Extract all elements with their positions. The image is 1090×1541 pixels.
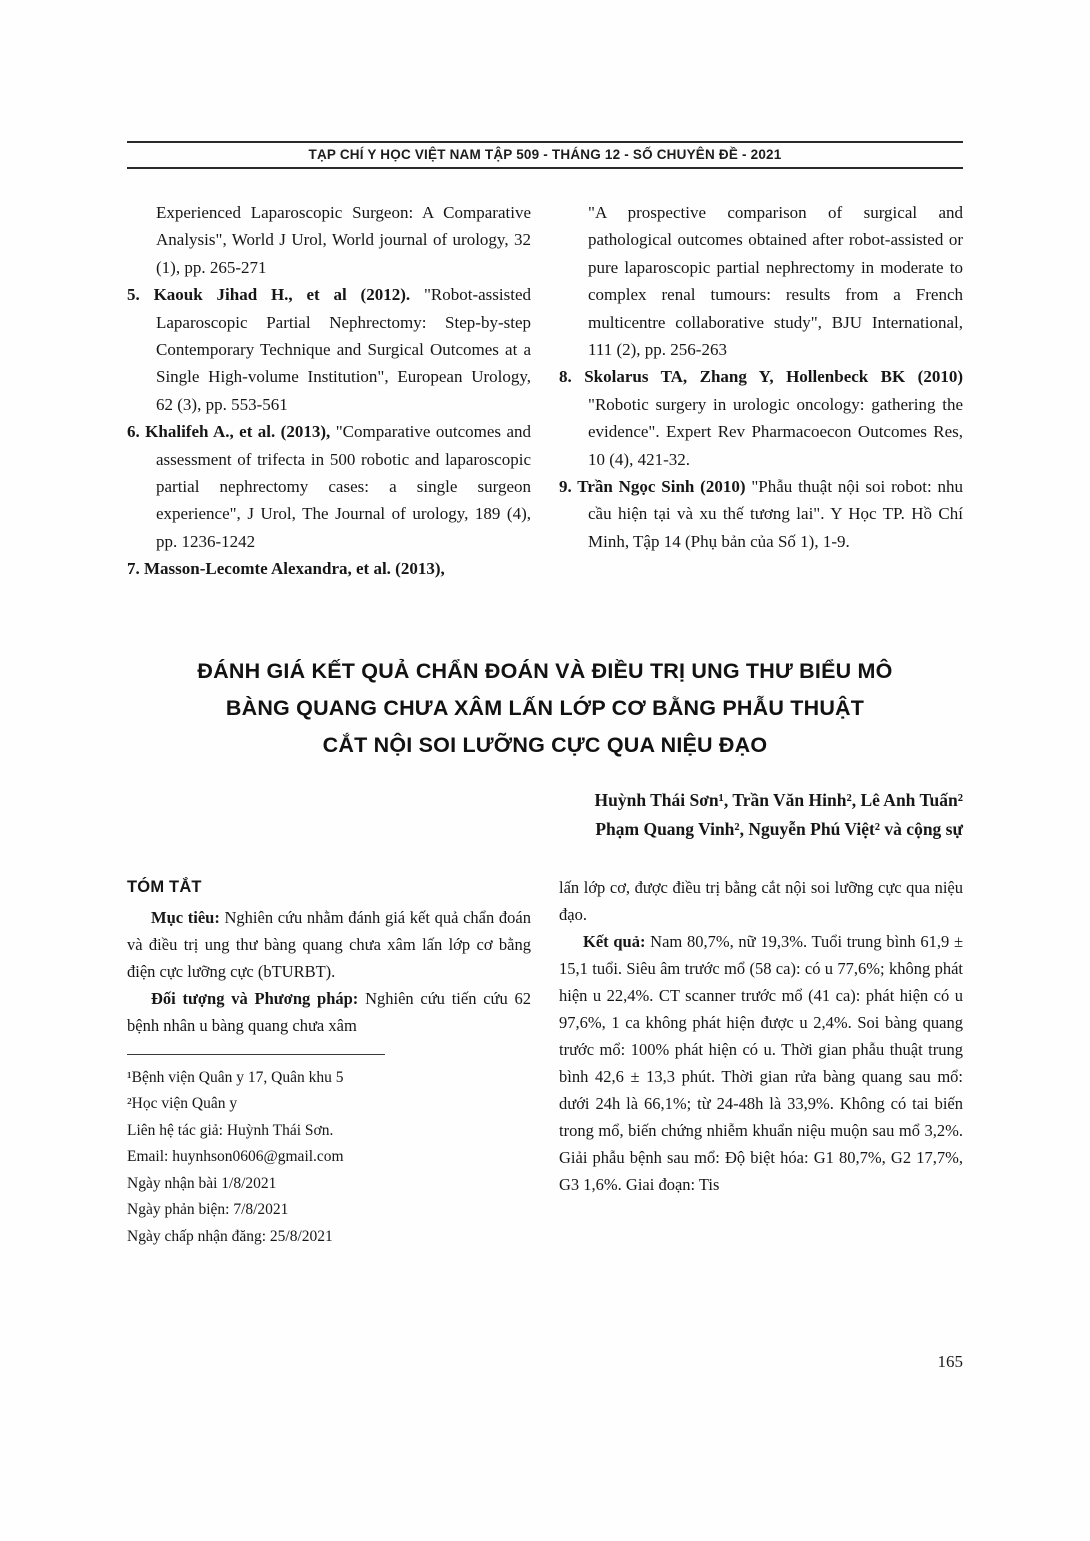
paragraph-lead-label: Kết quả:	[583, 931, 646, 951]
paragraph-text: lấn lớp cơ, được điều trị bằng cắt nội soi lưỡng cực qua niệu đạo.	[559, 877, 963, 924]
reference-text: "Comparative outcomes and assessment of trifecta in 500 robotic and laparoscopic partial nephrectomy cases: a single surgeon experience", J Urol, The Journal of urology, 189 (4), pp. 1236-1242	[156, 422, 531, 551]
paragraph-text: Nghiên cứu nhằm đánh giá kết quả chẩn đoán và điều trị ung thư bàng quang chưa xâm lấn lớp cơ bằng điện cực lưỡng cực (bTURBT).	[127, 907, 531, 981]
author-line: Huỳnh Thái Sơn¹, Trần Văn Hinh², Lê Anh Tuấn²	[594, 789, 963, 810]
footnote-email: Email: huynhson0606@gmail.com	[127, 1148, 344, 1166]
footnote-affiliation-1: ¹Bệnh viện Quân y 17, Quân khu 5	[127, 1068, 344, 1086]
reference-item-8	[559, 363, 963, 473]
reference-author: 6. Khalifeh A., et al. (2013),	[127, 422, 331, 442]
page-number: 165	[937, 1352, 963, 1371]
reference-item-9	[559, 473, 963, 555]
journal-header: TẠP CHÍ Y HỌC VIỆT NAM TẬP 509 - THÁNG 12 - SỐ CHUYÊN ĐỀ - 2021	[127, 141, 963, 169]
abstract-methods-paragraph	[127, 985, 531, 1039]
footnote-reviewed-date: Ngày phản biện: 7/8/2021	[127, 1201, 289, 1219]
reference-author: 5. Kaouk Jihad H., et al (2012).	[127, 285, 411, 305]
article-title-line: BÀNG QUANG CHƯA XÂM LẤN LỚP CƠ BẰNG PHẪU THUẬT	[225, 695, 865, 720]
abstract-objective-paragraph	[127, 904, 531, 985]
abstract-heading: TÓM TẮT	[127, 877, 202, 896]
abstract-right-column	[559, 874, 963, 1251]
references-right-column	[559, 199, 963, 583]
reference-text: "A prospective comparison of surgical and pathological outcomes obtained after robot-assisted or pure laparoscopic partial nephrectomy in moderate to complex renal tumours: results from a French multicentre collaborative study", BJU International, 111 (2), pp. 256-263	[588, 203, 963, 360]
reference-item-5	[127, 281, 531, 418]
reference-author: 8. Skolarus TA, Zhang Y, Hollenbeck BK (2010)	[559, 367, 963, 387]
abstract-results-paragraph	[559, 928, 963, 1198]
footnote-block	[127, 1065, 531, 1251]
reference-text: Experienced Laparoscopic Surgeon: A Comparative Analysis", World J Urol, World journal of urology, 32 (1), pp. 265-271	[156, 203, 531, 277]
article-title-line: ĐÁNH GIÁ KẾT QUẢ CHẨN ĐOÁN VÀ ĐIỀU TRỊ UNG THƯ BIỂU MÔ	[197, 658, 893, 683]
footnote-accepted-date: Ngày chấp nhận đăng: 25/8/2021	[127, 1227, 333, 1245]
abstract-section	[127, 874, 963, 1251]
paragraph-lead-label: Mục tiêu:	[151, 907, 220, 927]
reference-item-4-continued	[127, 199, 531, 281]
paragraph-text: Nam 80,7%, nữ 19,3%. Tuổi trung bình 61,9 ± 15,1 tuổi. Siêu âm trước mổ (58 ca): có u 77,6%; không phát hiện u 22,4%. CT scanner trước mổ (41 ca): phát hiện có u 97,6%, 1 ca không phát hiện được u 2,4%. Soi bàng quang trước mổ: 100% phát hiện có u. Thời gian phẫu thuật trung bình 42,6 ± 13,3 phút. Thời gian rửa bàng quang sau mổ: dưới 24h là 66,1%; từ 24-48h là 33,9%. Không có tai biến trong mổ, biến chứng nhiễm khuẩn niệu muộn sau mổ 3,2%. Giải phẫu bệnh sau mổ: Độ biệt hóa: G1 80,7%, G2 17,7%, G3 1,6%. Giai đoạn: Tis	[559, 931, 964, 1194]
abstract-left-column	[127, 874, 531, 1251]
article-title-line: CẮT NỘI SOI LƯỠNG CỰC QUA NIỆU ĐẠO	[322, 732, 768, 757]
footnote-corresponding-author: Liên hệ tác giả: Huỳnh Thái Sơn.	[127, 1121, 334, 1139]
paragraph-lead-label: Đối tượng và Phương pháp:	[151, 988, 359, 1008]
author-list	[127, 786, 963, 844]
references-left-column	[127, 199, 531, 583]
footnote-received-date: Ngày nhận bài 1/8/2021	[127, 1174, 277, 1192]
reference-text: "Phẫu thuật nội soi robot: nhu cầu hiện tại và xu thế tương lai". Y Học TP. Hồ Chí Minh, Tập 14 (Phụ bản của Số 1), 1-9.	[588, 477, 963, 551]
footnote-divider	[127, 1054, 385, 1055]
author-line: Phạm Quang Vinh², Nguyễn Phú Việt² và cộng sự	[595, 818, 963, 839]
article-title	[127, 653, 963, 764]
abstract-continuation-paragraph	[559, 874, 963, 928]
footnote-affiliation-2: ²Học viện Quân y	[127, 1095, 238, 1113]
reference-text: "Robotic surgery in urologic oncology: gathering the evidence". Expert Rev Pharmacoecon Outcomes Res, 10 (4), 421-32.	[588, 394, 963, 469]
reference-text: "Robot-assisted Laparoscopic Partial Nephrectomy: Step-by-step Contemporary Technique and Surgical Outcomes at a Single High-volume Institution", European Urology, 62 (3), pp. 553-561	[156, 285, 532, 414]
reference-item-7	[127, 555, 531, 582]
reference-item-7-continued	[559, 199, 963, 363]
reference-item-6	[127, 418, 531, 555]
reference-author: 7. Masson-Lecomte Alexandra, et al. (2013),	[127, 559, 445, 579]
reference-author: 9. Trần Ngọc Sinh (2010)	[559, 477, 746, 497]
paragraph-text: Nghiên cứu tiến cứu 62 bệnh nhân u bàng quang chưa xâm	[127, 988, 531, 1035]
references-section	[127, 199, 963, 583]
